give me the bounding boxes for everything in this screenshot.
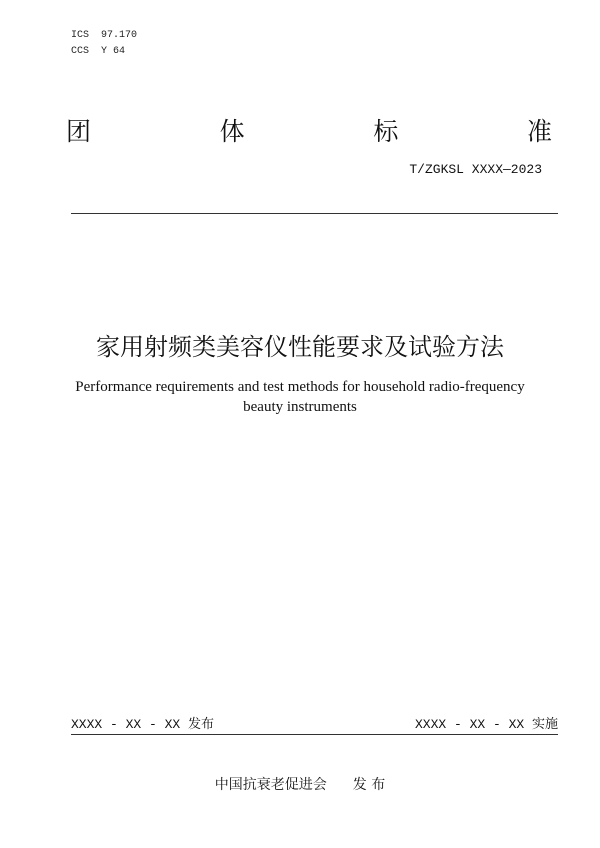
issuer-line <box>0 774 600 794</box>
issuer-organization: 中国抗衰老促进会 <box>214 777 327 793</box>
implement-date: XXXX - XX - XX 实施 <box>414 717 558 732</box>
ccs-code: CCS Y 64 <box>71 46 126 57</box>
standard-type-char: 标 <box>373 117 399 146</box>
standard-number: T/ZGKSL XXXX—2023 <box>409 162 542 177</box>
title-chinese: 家用射频类美容仪性能要求及试验方法 <box>96 333 504 361</box>
standard-type-char: 体 <box>219 117 245 146</box>
top-divider <box>71 213 558 214</box>
ics-code: ICS 97.170 <box>71 30 138 41</box>
standard-type-char: 准 <box>526 117 552 146</box>
date-row <box>71 713 558 732</box>
bottom-divider <box>71 734 558 735</box>
standard-type-char: 团 <box>66 117 92 146</box>
standard-type-heading <box>66 112 552 148</box>
title-english: Performance requirements and test methods for household radio-frequency beauty instruments <box>75 379 525 415</box>
issuer-action: 发 布 <box>352 777 386 793</box>
classification-codes <box>71 28 137 60</box>
issue-date: XXXX - XX - XX 发布 <box>71 717 215 732</box>
